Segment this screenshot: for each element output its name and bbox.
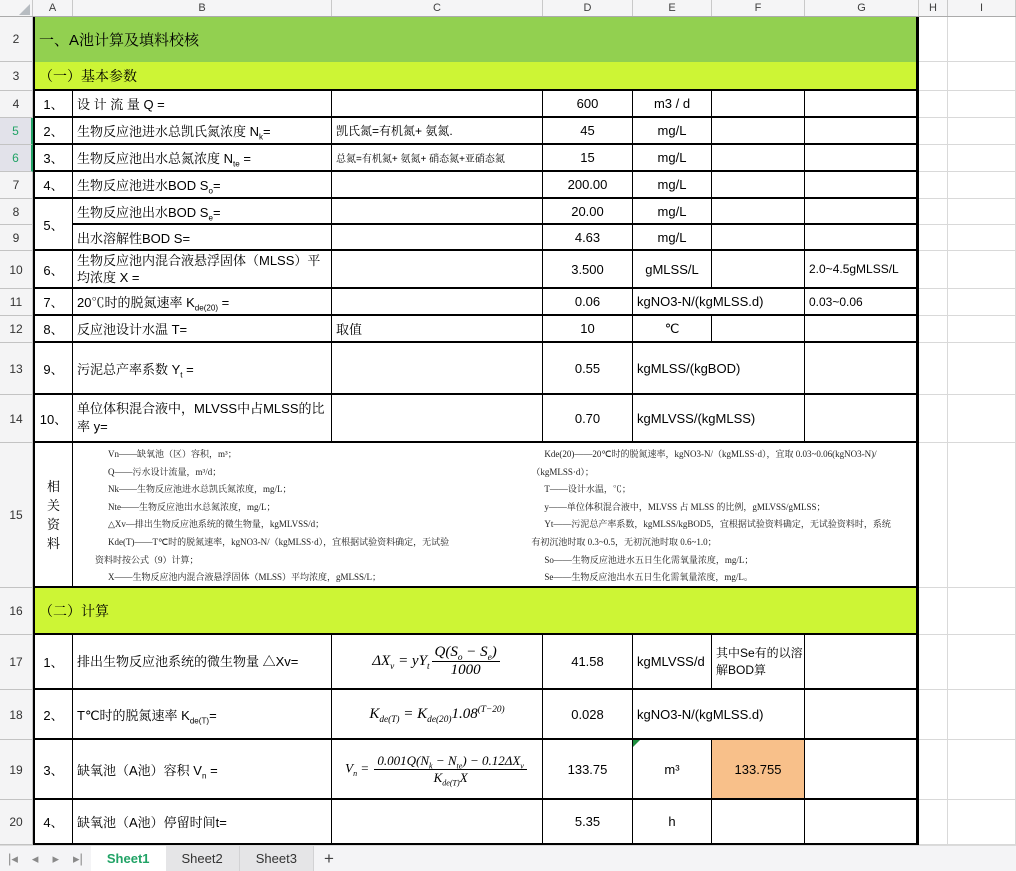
range-note: 2.0~4.5gMLSS/L xyxy=(809,262,899,276)
param-value: 4.63 xyxy=(574,229,601,245)
row-header-14[interactable]: 14 xyxy=(0,395,33,443)
cell-H6[interactable] xyxy=(919,145,948,172)
cell-D5[interactable] xyxy=(543,118,633,145)
param-label: 反应池设计水温 T= xyxy=(77,322,188,337)
cell-F4[interactable] xyxy=(712,91,805,118)
add-sheet-button[interactable] xyxy=(314,846,344,871)
param-value: 45 xyxy=(580,123,595,138)
cell-D6[interactable] xyxy=(543,145,633,172)
error-indicator-triangle xyxy=(633,740,640,747)
column-header-strip xyxy=(0,0,1016,17)
param-value: 0.70 xyxy=(574,410,601,426)
note-text: 其中Se有的以溶解BOD算 xyxy=(716,645,803,677)
param-label: 20℃时的脱氮速率 $K_{de(20)}$ = xyxy=(77,295,230,313)
cell-D13[interactable] xyxy=(543,343,633,395)
param-unit: kgMLSS/(kgBOD) xyxy=(637,360,741,376)
col-header-H[interactable]: H xyxy=(919,0,948,16)
param-value: 0.06 xyxy=(574,294,601,309)
item-no: 2、 xyxy=(43,707,64,723)
cell-I6[interactable] xyxy=(948,145,1016,172)
param-label: 排出生物反应池系统的微生物量 △Xv= xyxy=(77,653,299,669)
item-no: 1、 xyxy=(43,655,64,670)
cell-C13[interactable] xyxy=(332,343,543,395)
param-unit: mg/L xyxy=(657,150,687,165)
cell-A6[interactable] xyxy=(33,145,73,172)
cell-G9[interactable] xyxy=(805,225,919,251)
cell-E18-merged[interactable] xyxy=(633,690,805,740)
cell-I14[interactable] xyxy=(948,395,1016,443)
cell-G17[interactable] xyxy=(805,635,919,690)
cell-A8-merged[interactable] xyxy=(33,199,73,251)
param-unit: mg/L xyxy=(657,229,687,245)
param-label: 生物反应池出水总氮浓度 $N_{te}$ = xyxy=(77,151,251,169)
cell-G14[interactable] xyxy=(805,395,919,443)
cell-B18[interactable] xyxy=(73,690,332,740)
param-value: 600 xyxy=(576,96,599,111)
row-header-15[interactable]: 15 xyxy=(0,443,33,588)
cell-H20[interactable] xyxy=(919,800,948,845)
check-value: 133.755 xyxy=(734,761,782,777)
param-unit: kgNO3-N/(kgMLSS.d) xyxy=(637,294,764,309)
cell-I11[interactable] xyxy=(948,289,1016,316)
cell-E19[interactable] xyxy=(633,740,712,800)
row-header-12[interactable]: 12 xyxy=(0,316,33,343)
item-no: 2、 xyxy=(43,124,64,139)
cell-H14[interactable] xyxy=(919,395,948,443)
cell-D11[interactable] xyxy=(543,289,633,316)
cell-A4[interactable] xyxy=(33,91,73,118)
cell-E4[interactable] xyxy=(633,91,712,118)
cell-D9[interactable] xyxy=(543,225,633,251)
param-unit: mg/L xyxy=(657,123,687,138)
cell-E12[interactable] xyxy=(633,316,712,343)
item-no: 3、 xyxy=(43,762,64,778)
cell-C12[interactable] xyxy=(332,316,543,343)
item-no: 1、 xyxy=(43,97,64,112)
tab-label: Sheet3 xyxy=(255,851,297,866)
row-header-7[interactable]: 7 xyxy=(0,172,33,199)
cell-I19[interactable] xyxy=(948,740,1016,800)
cell-F19-highlighted[interactable] xyxy=(712,740,805,800)
cell-C4[interactable] xyxy=(332,91,543,118)
cell-C7[interactable] xyxy=(332,172,543,199)
cell-A13[interactable] xyxy=(33,343,73,395)
cell-H17[interactable] xyxy=(919,635,948,690)
cell-A10[interactable] xyxy=(33,251,73,289)
cell-I2[interactable] xyxy=(948,17,1016,62)
result-unit: m³ xyxy=(664,761,680,777)
cell-E14-merged[interactable] xyxy=(633,395,805,443)
range-note: 0.03~0.06 xyxy=(809,294,863,309)
cell-C11[interactable] xyxy=(332,289,543,316)
cell-H7[interactable] xyxy=(919,172,948,199)
param-unit: kgMLVSS/(kgMLSS) xyxy=(637,410,756,426)
cell-A14[interactable] xyxy=(33,395,73,443)
cell-A15[interactable] xyxy=(33,443,73,588)
col-header-D[interactable]: D xyxy=(543,0,633,16)
cell-C9[interactable] xyxy=(332,225,543,251)
cell-G10[interactable] xyxy=(805,251,919,289)
item-no: 5、 xyxy=(43,217,64,233)
row-header-9[interactable]: 9 xyxy=(0,225,33,251)
cell-I15[interactable] xyxy=(948,443,1016,588)
param-label: 生物反应池内混合液悬浮固体（MLSS）平均浓度 X = xyxy=(77,253,321,285)
param-value: 10 xyxy=(580,321,595,336)
cell-G4[interactable] xyxy=(805,91,919,118)
col-header-I[interactable]: I xyxy=(948,0,1016,16)
item-no: 10、 xyxy=(39,411,68,427)
cell-H12[interactable] xyxy=(919,316,948,343)
cell-I5[interactable] xyxy=(948,118,1016,145)
cell-E20[interactable] xyxy=(633,800,712,845)
cell-B13[interactable] xyxy=(73,343,332,395)
param-unit: mg/L xyxy=(657,177,687,192)
row-header-18[interactable]: 18 xyxy=(0,690,33,740)
cell-I7[interactable] xyxy=(948,172,1016,199)
col-header-C[interactable]: C xyxy=(332,0,543,16)
row-header-11[interactable]: 11 xyxy=(0,289,33,316)
cell-G20[interactable] xyxy=(805,800,919,845)
cell-I17[interactable] xyxy=(948,635,1016,690)
tab-sheet1[interactable] xyxy=(91,846,166,871)
col-header-G[interactable]: G xyxy=(805,0,919,16)
cell-A5[interactable] xyxy=(33,118,73,145)
cell-G19[interactable] xyxy=(805,740,919,800)
tab-label: Sheet2 xyxy=(181,851,223,866)
result-value: 0.028 xyxy=(571,706,604,722)
cell-I12[interactable] xyxy=(948,316,1016,343)
cell-D4[interactable] xyxy=(543,91,633,118)
item-no: 7、 xyxy=(43,295,64,310)
param-unit: gMLSS/L xyxy=(645,261,699,277)
param-label: 生物反应池进水总凯氏氮浓度 $N_k=$ xyxy=(77,124,271,142)
cell-H11[interactable] xyxy=(919,289,948,316)
cell-E10[interactable] xyxy=(633,251,712,289)
note-text: 取值 xyxy=(336,322,363,337)
cell-B6[interactable] xyxy=(73,145,332,172)
cell-D10[interactable] xyxy=(543,251,633,289)
cell-B7[interactable] xyxy=(73,172,332,199)
cell-B20[interactable] xyxy=(73,800,332,845)
subsection-title-text: （一）基本参数 xyxy=(39,67,137,84)
cell-I8[interactable] xyxy=(948,199,1016,225)
cell-I4[interactable] xyxy=(948,91,1016,118)
first-sheet-icon[interactable]: |◂ xyxy=(8,850,18,866)
cell-C20[interactable] xyxy=(332,800,543,845)
row-header-6[interactable]: 6 xyxy=(0,145,33,172)
cell-C14[interactable] xyxy=(332,395,543,443)
cell-I13[interactable] xyxy=(948,343,1016,395)
tab-label: Sheet1 xyxy=(106,851,150,866)
param-value: 20.00 xyxy=(571,203,604,219)
param-label: 生物反应池进水BOD $S_o=$ xyxy=(77,178,221,196)
row-header-5[interactable]: 5 xyxy=(0,118,33,145)
cell-H18[interactable] xyxy=(919,690,948,740)
cell-E6[interactable] xyxy=(633,145,712,172)
result-value: 41.58 xyxy=(571,654,604,669)
cell-B9[interactable] xyxy=(73,225,332,251)
cell-F17[interactable] xyxy=(712,635,805,690)
cell-C8[interactable] xyxy=(332,199,543,225)
cell-H5[interactable] xyxy=(919,118,948,145)
cell-F7[interactable] xyxy=(712,172,805,199)
plus-icon: + xyxy=(323,848,334,868)
result-value: 133.75 xyxy=(567,761,608,777)
row-header-20[interactable]: 20 xyxy=(0,800,33,845)
result-value: 5.35 xyxy=(574,814,601,829)
cell-F20[interactable] xyxy=(712,800,805,845)
cell-C5[interactable] xyxy=(332,118,543,145)
cell-E11-merged[interactable] xyxy=(633,289,805,316)
cell-H19[interactable] xyxy=(919,740,948,800)
cell-E17[interactable] xyxy=(633,635,712,690)
col-header-A[interactable]: A xyxy=(33,0,73,16)
col-header-F[interactable]: F xyxy=(712,0,805,16)
param-value: 200.00 xyxy=(567,177,608,192)
cell-E5[interactable] xyxy=(633,118,712,145)
param-unit: ℃ xyxy=(664,320,680,336)
cell-D14[interactable] xyxy=(543,395,633,443)
param-label: 单位体积混合液中，MLVSS中占MLSS的比率 y= xyxy=(77,401,325,434)
prev-sheet-icon[interactable]: ◂ xyxy=(31,850,39,866)
row-header-17[interactable]: 17 xyxy=(0,635,33,690)
cell-E9[interactable] xyxy=(633,225,712,251)
result-unit: kgMLVSS/d xyxy=(637,654,705,669)
cell-H10[interactable] xyxy=(919,251,948,289)
param-label: 污泥总产率系数 $Y_t$ = xyxy=(77,361,194,380)
cell-D19[interactable] xyxy=(543,740,633,800)
param-label: 缺氧池（A池）停留时间t= xyxy=(77,815,227,830)
cell-C6[interactable] xyxy=(332,145,543,172)
param-value: 3.500 xyxy=(571,261,604,277)
row-header-2[interactable]: 2 xyxy=(0,17,33,62)
row-header-10[interactable]: 10 xyxy=(0,251,33,289)
row-header-16[interactable]: 16 xyxy=(0,588,33,635)
item-no: 3、 xyxy=(43,151,64,166)
cell-H4[interactable] xyxy=(919,91,948,118)
cell-B10[interactable] xyxy=(73,251,332,289)
cell-C17-formula[interactable] xyxy=(332,635,543,690)
cell-H2[interactable] xyxy=(919,17,948,62)
cell-E13-merged[interactable] xyxy=(633,343,805,395)
param-label: 设 计 流 量 Q = xyxy=(77,97,165,112)
param-value: 15 xyxy=(580,150,595,165)
cell-D7[interactable] xyxy=(543,172,633,199)
cell-I16[interactable] xyxy=(948,588,1016,635)
row-header-8[interactable]: 8 xyxy=(0,199,33,225)
cell-B4[interactable] xyxy=(73,91,332,118)
cell-G11[interactable] xyxy=(805,289,919,316)
cell-B5[interactable] xyxy=(73,118,332,145)
cell-G12[interactable] xyxy=(805,316,919,343)
cell-G13[interactable] xyxy=(805,343,919,395)
cell-D17[interactable] xyxy=(543,635,633,690)
param-value: 0.55 xyxy=(574,360,601,376)
sheet-tab-bar xyxy=(0,845,1016,871)
cell-D20[interactable] xyxy=(543,800,633,845)
cell-H16[interactable] xyxy=(919,588,948,635)
param-label: T℃时的脱氮速率 $K_{de(T)}=$ xyxy=(77,707,217,726)
col-header-B[interactable]: B xyxy=(73,0,332,16)
cell-A17[interactable] xyxy=(33,635,73,690)
cell-F10[interactable] xyxy=(712,251,805,289)
cell-B17[interactable] xyxy=(73,635,332,690)
subsection-title-text: （二）计算 xyxy=(39,602,109,619)
cell-A11[interactable] xyxy=(33,289,73,316)
tab-sheet2[interactable] xyxy=(166,846,240,871)
cell-H8[interactable] xyxy=(919,199,948,225)
col-header-E[interactable]: E xyxy=(633,0,712,16)
last-sheet-icon[interactable]: ▸| xyxy=(72,850,83,866)
cell-I3[interactable] xyxy=(948,62,1016,91)
row-header-13[interactable]: 13 xyxy=(0,343,33,395)
cell-B11[interactable] xyxy=(73,289,332,316)
param-label: 缺氧池（A池）容积 $V_n$ = xyxy=(77,762,218,781)
item-no: 4、 xyxy=(43,815,64,830)
cell-C10[interactable] xyxy=(332,251,543,289)
cell-A12[interactable] xyxy=(33,316,73,343)
cell-sec2-A16[interactable] xyxy=(33,588,919,635)
cell-G7[interactable] xyxy=(805,172,919,199)
item-no: 8、 xyxy=(43,322,64,337)
param-label: 生物反应池出水BOD $S_e=$ xyxy=(77,204,221,223)
cell-G5[interactable] xyxy=(805,118,919,145)
cell-I9[interactable] xyxy=(948,225,1016,251)
row-group-label: 相关资料 xyxy=(46,478,60,551)
formula-vn: $V_n$ = $\frac{0.001Q(N_k - N_{te}) - 0.12\Delta X_v}{K_{de(T)}X}$ xyxy=(345,753,529,786)
notes-left-column: Vn——缺氧池（区）容积，m³； Q——污水设计流量，m³/d； Nk——生物反应池进水总凯氏氮浓度，mg/L； Nte——生物反应池出水总氮浓度，mg/L； △Xv—排出生物反应池系统的微生物量，kgMLVSS/d； Kde(T)——T℃时的脱氮速率，kgNO3-N/（kgMLSS·d），宜根据试验资料确定，无试验 资料时按公式（9）计算； X——生物反应池内混合液悬浮固体（MLSS）平均浓度，gMLSS/L； xyxy=(95,449,450,583)
cell-D8[interactable] xyxy=(543,199,633,225)
cell-F8[interactable] xyxy=(712,199,805,225)
param-unit: mg/L xyxy=(657,203,687,219)
sheet-nav-group xyxy=(0,846,91,871)
cell-B19[interactable] xyxy=(73,740,332,800)
note-text: 凯氏氮=有机氮+ 氨氮. xyxy=(336,124,453,138)
cell-D12[interactable] xyxy=(543,316,633,343)
select-all-corner[interactable] xyxy=(0,0,33,16)
cell-H13[interactable] xyxy=(919,343,948,395)
cell-I18[interactable] xyxy=(948,690,1016,740)
cell-F6[interactable] xyxy=(712,145,805,172)
note-text: 总氮=有机氮+ 氨氮+ 硝态氮+亚硝态氮 xyxy=(336,154,505,165)
cell-I20[interactable] xyxy=(948,800,1016,845)
cell-A7[interactable] xyxy=(33,172,73,199)
cell-B14[interactable] xyxy=(73,395,332,443)
formula-delta-xv: $\Delta X_v = yY_t$ $\frac{Q(S_o - S_e)}{1000}$ xyxy=(372,644,502,679)
cell-B15-notes[interactable] xyxy=(73,443,919,588)
cell-A20[interactable] xyxy=(33,800,73,845)
param-label: 出水溶解性BOD S= xyxy=(77,230,191,246)
cell-F12[interactable] xyxy=(712,316,805,343)
cell-E7[interactable] xyxy=(633,172,712,199)
cell-A18[interactable] xyxy=(33,690,73,740)
cell-title-A2[interactable] xyxy=(33,17,919,62)
cell-I10[interactable] xyxy=(948,251,1016,289)
item-no: 4、 xyxy=(43,178,64,193)
tab-sheet3[interactable] xyxy=(240,846,314,871)
row-header-19[interactable]: 19 xyxy=(0,740,33,800)
param-unit: m3 / d xyxy=(653,96,691,111)
notes-right-column: Kde(20)——20℃时的脱氮速率，kgNO3-N/（kgMLSS·d），宜取 0.03~0.06(kgNO3-N)/ （kgMLSS·d）； T——设计水温，℃； y——单位体积混合液中，MLVSS 占 MLSS 的比例，gMLVSS/gMLSS； Yt——污泥总产率系数，kgMLSS/kgBOD5，宜根据试验资料确定，无试验资料时，系统 有初沉池时取 0.3~0.5，无初沉池时取 0.6~1.0； So——生物反应池进水五日生化需氧量浓度，mg/L； Se——生物反应池出水五日生化需氧量浓度，mg/L。 xyxy=(531,449,891,583)
result-unit: h xyxy=(668,814,676,829)
result-unit: kgNO3-N/(kgMLSS.d) xyxy=(637,706,764,722)
item-no: 9、 xyxy=(43,361,64,377)
formula-kde-t: $K_{de(T)} = K_{de(20)}1.08^{(T-20)}$ xyxy=(369,704,505,725)
cell-G6[interactable] xyxy=(805,145,919,172)
cell-B12[interactable] xyxy=(73,316,332,343)
cell-sec1-A3[interactable] xyxy=(33,62,919,91)
cell-C19-formula[interactable] xyxy=(332,740,543,800)
cell-G18[interactable] xyxy=(805,690,919,740)
next-sheet-icon[interactable]: ▸ xyxy=(52,850,59,866)
row-header-4[interactable]: 4 xyxy=(0,91,33,118)
cell-H15[interactable] xyxy=(919,443,948,588)
cell-G8[interactable] xyxy=(805,199,919,225)
cell-F5[interactable] xyxy=(712,118,805,145)
cell-B8[interactable] xyxy=(73,199,332,225)
cell-A19[interactable] xyxy=(33,740,73,800)
item-no: 6、 xyxy=(43,262,64,278)
cell-E8[interactable] xyxy=(633,199,712,225)
row-header-3[interactable]: 3 xyxy=(0,62,33,91)
cell-C18-formula[interactable] xyxy=(332,690,543,740)
cell-H9[interactable] xyxy=(919,225,948,251)
cell-F9[interactable] xyxy=(712,225,805,251)
cell-D18[interactable] xyxy=(543,690,633,740)
section-title-text: 一、A池计算及填料校核 xyxy=(39,32,200,49)
cell-H3[interactable] xyxy=(919,62,948,91)
